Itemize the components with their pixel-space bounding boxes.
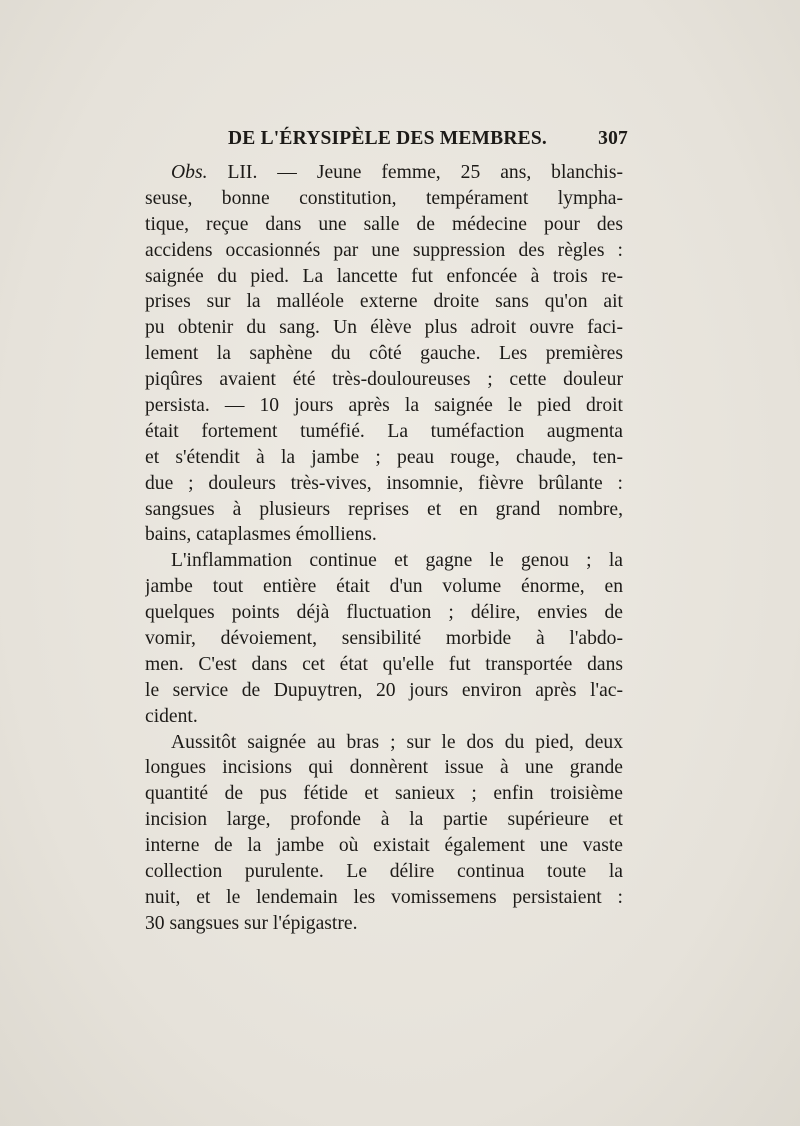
text-line: lement la saphène du côté gauche. Les premières	[145, 343, 623, 365]
text-line: L'inflammation continue et gagne le genou ; la	[171, 550, 623, 572]
text-line: quelques points déjà fluctuation ; délire, envies de	[145, 602, 623, 624]
running-head	[228, 128, 628, 158]
text-line: 30 sangsues sur l'épigastre.	[145, 912, 358, 934]
observation-label: Obs.	[171, 162, 208, 183]
text-line: le service de Dupuytren, 20 jours environ après l'ac-	[145, 679, 623, 701]
text-line: vomir, dévoiement, sensibilité morbide à l'abdo-	[145, 628, 623, 650]
text-line: Aussitôt saignée au bras ; sur le dos du pied, deux	[171, 731, 623, 753]
text-line: prises sur la malléole externe droite sans qu'on ait	[145, 291, 623, 313]
text-line: interne de la jambe où existait également une vaste	[145, 835, 623, 857]
text-line: seuse, bonne constitution, tempérament lympha-	[145, 187, 623, 209]
text-line: bains, cataplasmes émolliens.	[145, 524, 377, 546]
text-line: pu obtenir du sang. Un élève plus adroit ouvre faci-	[145, 317, 623, 339]
text-line: était fortement tuméfié. La tuméfaction augmenta	[145, 420, 623, 442]
text-line: jambe tout entière était d'un volume énorme, en	[145, 576, 623, 598]
text-line: due ; douleurs très-vives, insomnie, fièvre brûlante :	[145, 472, 623, 494]
text-line: nuit, et le lendemain les vomissemens persistaient :	[145, 886, 623, 908]
text-line: longues incisions qui donnèrent issue à une grande	[145, 757, 623, 779]
page-number: 307	[598, 128, 628, 149]
text-line: collection purulente. Le délire continua toute la	[145, 861, 623, 883]
text-line: sangsues à plusieurs reprises et en grand nombre,	[145, 498, 623, 520]
text-line: incision large, profonde à la partie supérieure et	[145, 809, 623, 831]
text-line: piqûres avaient été très-douloureuses ; cette douleur	[145, 369, 623, 391]
body-text	[145, 160, 623, 937]
text-line: saignée du pied. La lancette fut enfoncée à trois re-	[145, 265, 623, 287]
chapter-title: DE L'ÉRYSIPÈLE DES MEMBRES.	[228, 128, 547, 149]
text-line: et s'étendit à la jambe ; peau rouge, chaude, ten-	[145, 446, 623, 468]
text-line: persista. — 10 jours après la saignée le pied droit	[145, 395, 623, 417]
text-line: accidens occasionnés par une suppression des règles :	[145, 239, 623, 261]
text-line: cident.	[145, 705, 198, 727]
text-line: quantité de pus fétide et sanieux ; enfin troisième	[145, 783, 623, 805]
text-line: men. C'est dans cet état qu'elle fut transportée dans	[145, 653, 623, 675]
text-line: Obs. LII. — Jeune femme, 25 ans, blanchis-	[171, 162, 623, 183]
text-line: tique, reçue dans une salle de médecine pour des	[145, 213, 623, 235]
